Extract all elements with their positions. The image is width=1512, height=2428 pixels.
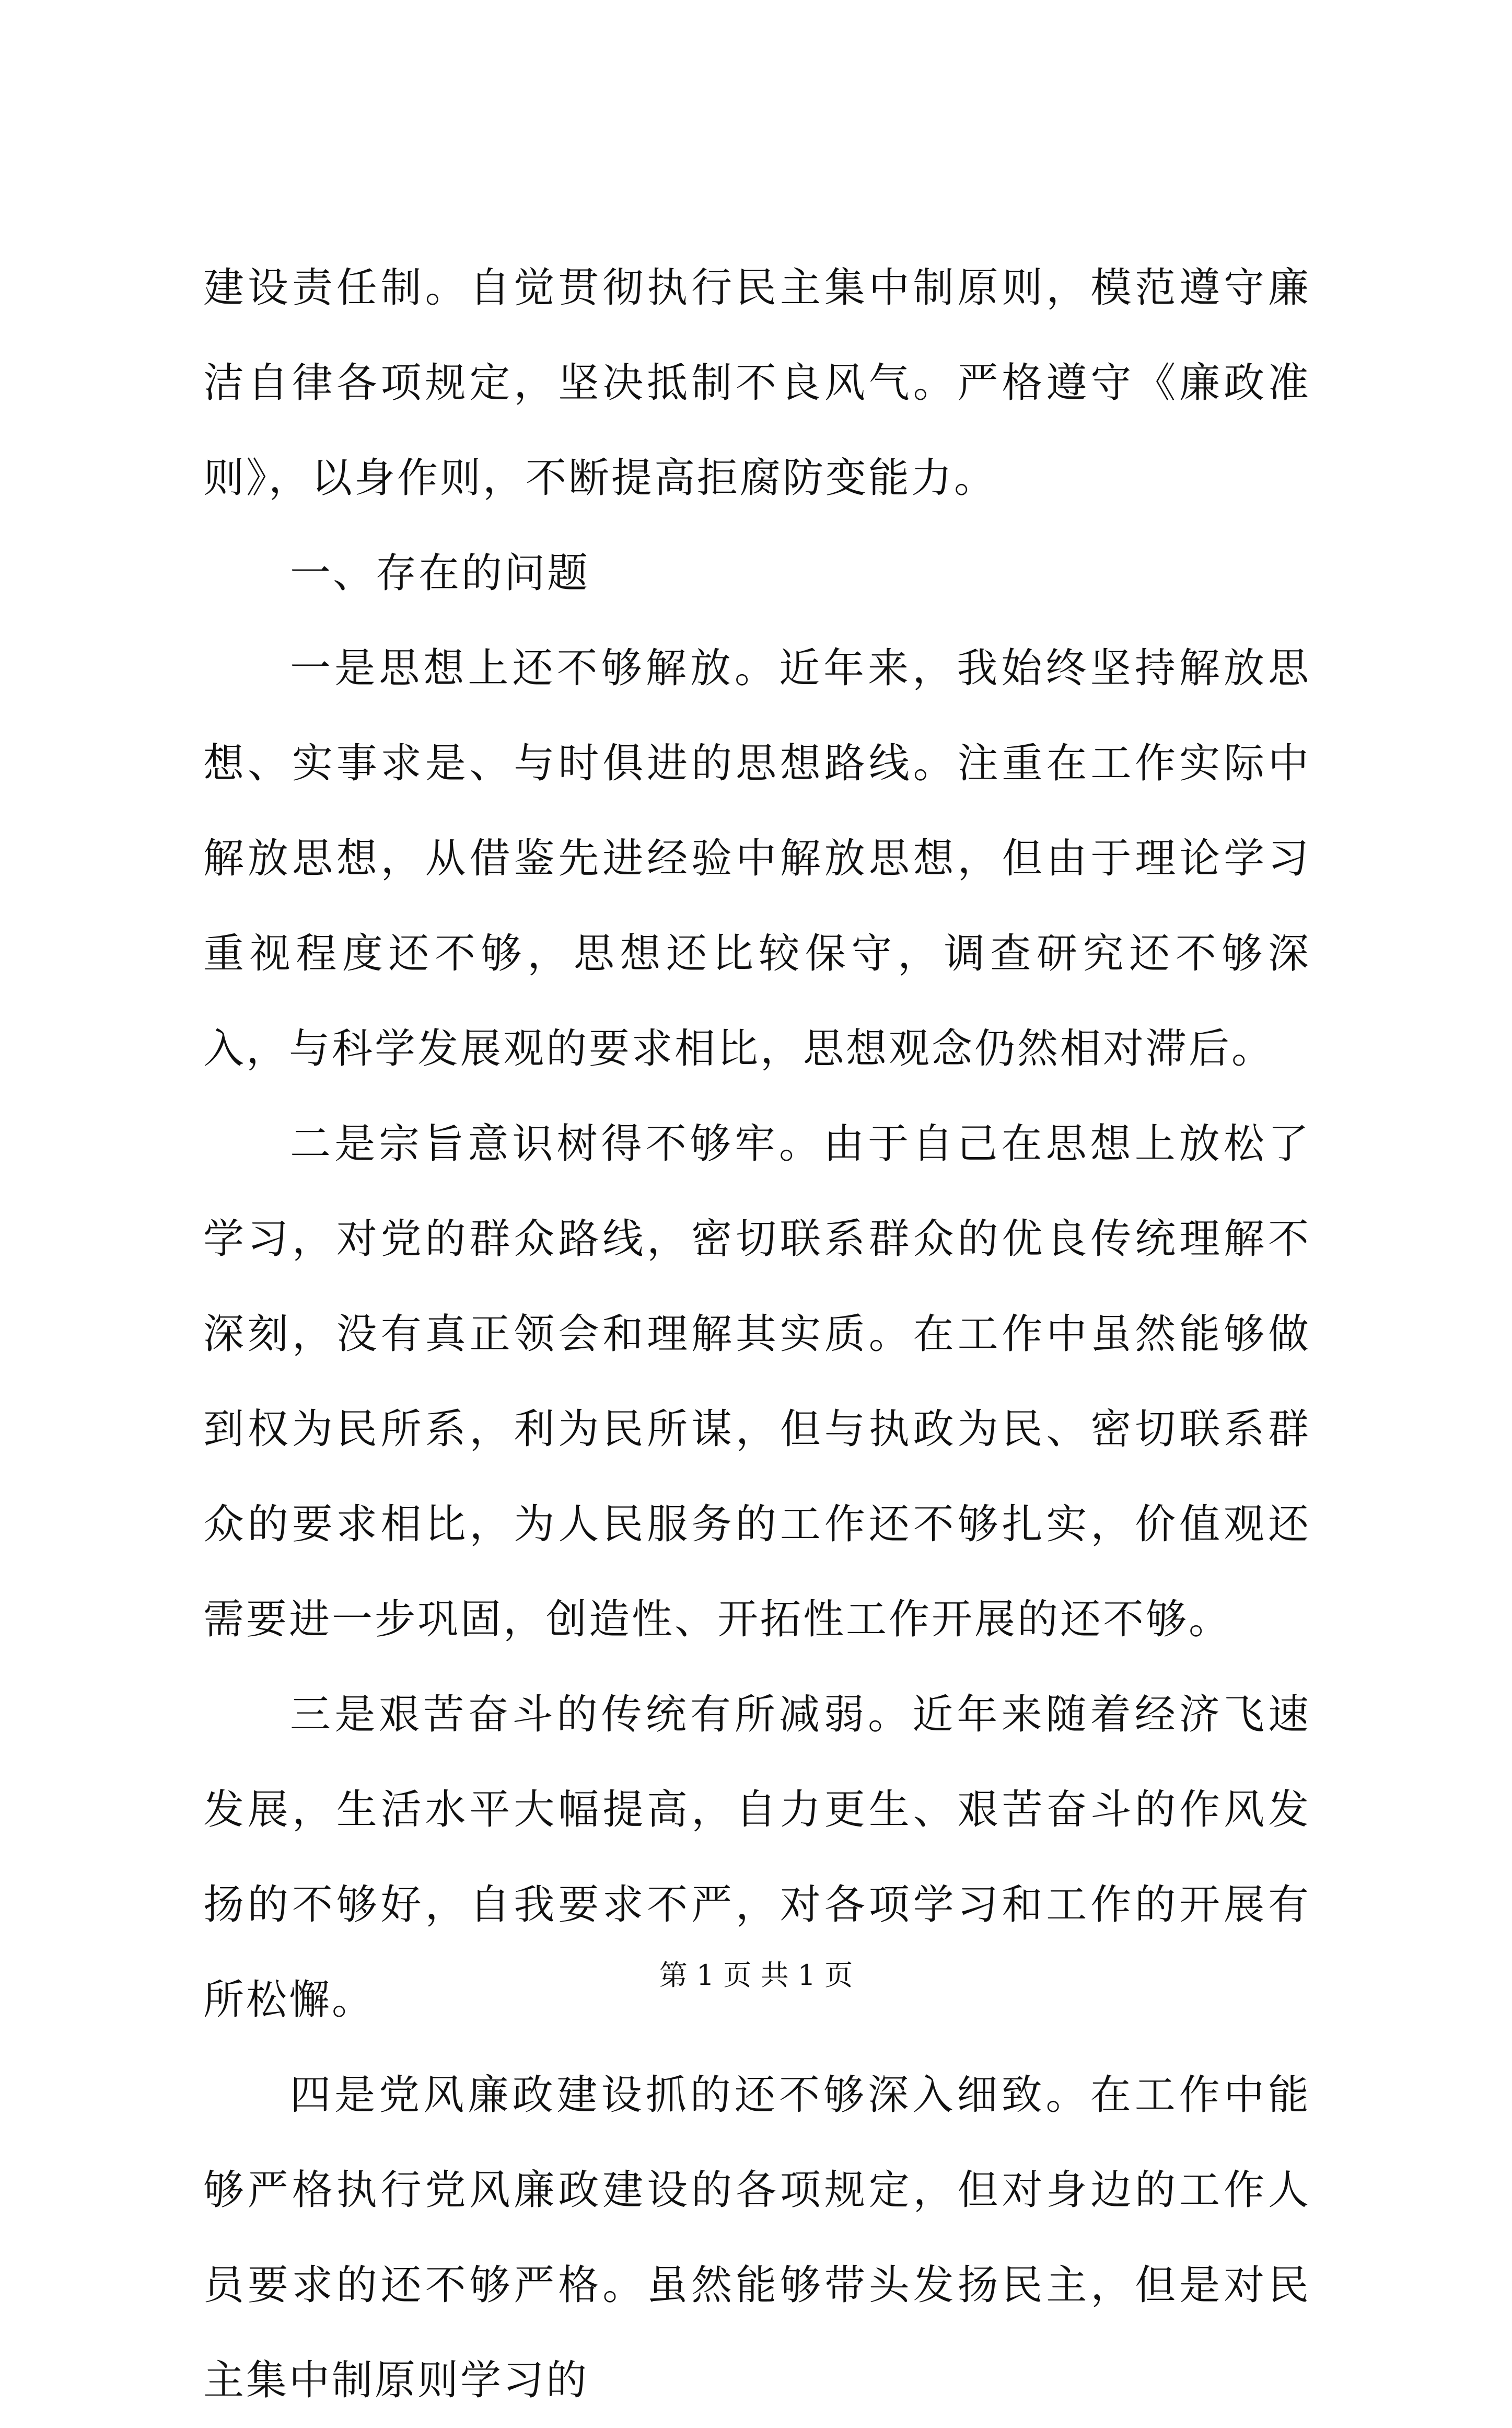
document-body <box>203 240 1311 2428</box>
section-heading-existing-problems: 一、存在的问题 <box>290 550 590 597</box>
paragraph-continuation: 建设责任制。自觉贯彻执行民主集中制原则，模范遵守廉洁自律各项规定，坚决抵制不良风气。严格遵守《廉政准则》，以身作则，不断提高拒腐防变能力。 <box>203 264 1311 502</box>
paragraph-problem-two: 二是宗旨意识树得不够牢。由于自己在思想上放松了学习，对党的群众路线，密切联系群众的优良传统理解不深刻，没有真正领会和理解其实质。在工作中虽然能够做到权为民所系，利为民所谋，但与执政为民、密切联系群众的要求相比，为人民服务的工作还不够扎实，价值观还需要进一步巩固，创造性、开拓性工作开展的还不够。 <box>203 1120 1311 1643</box>
paragraph-problem-one: 一是思想上还不够解放。近年来，我始终坚持解放思想、实事求是、与时俱进的思想路线。注重在工作实际中解放思想，从借鉴先进经验中解放思想，但由于理论学习重视程度还不够，思想还比较保守，调查研究还不够深入，与科学发展观的要求相比，思想观念仍然相对滞后。 <box>203 645 1311 1072</box>
page-number-label: 第 1 页 共 1 页 <box>659 1959 853 1992</box>
page-footer <box>0 1957 1512 1994</box>
paragraph-problem-three: 三是艰苦奋斗的传统有所减弱。近年来随着经济飞速发展，生活水平大幅提高，自力更生、艰苦奋斗的作风发扬的不够好，自我要求不严，对各项学习和工作的开展有所松懈。 <box>203 1691 1311 2024</box>
paragraph-problem-four: 四是党风廉政建设抓的还不够深入细致。在工作中能够严格执行党风廉政建设的各项规定，但对身边的工作人员要求的还不够严格。虽然能够带头发扬民主，但是对民主集中制原则学习的 <box>203 2072 1311 2404</box>
